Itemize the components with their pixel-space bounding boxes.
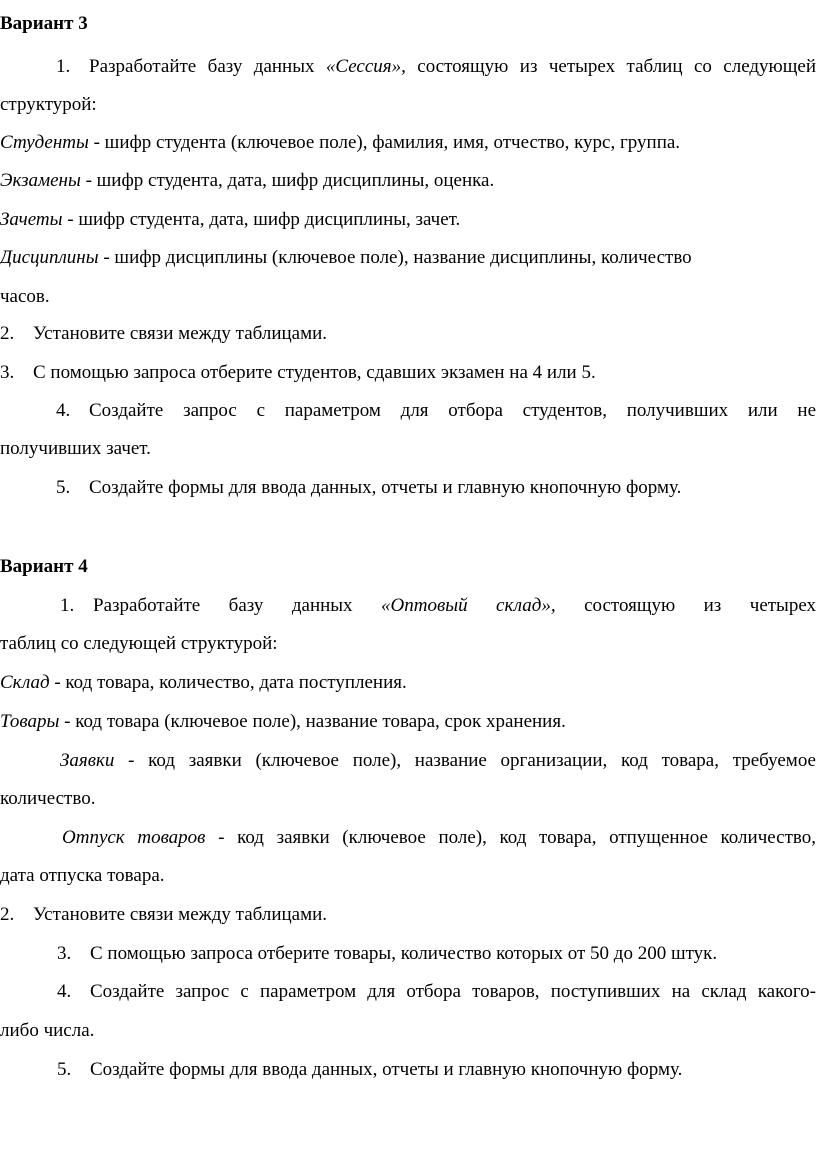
variant4-item1 — [0, 594, 816, 618]
list-number: 4. — [57, 981, 72, 1002]
list-text: Создайте формы для ввода данных, отчеты и главную кнопочную форму. — [89, 477, 682, 498]
variant3-heading: Вариант 3 — [0, 13, 88, 34]
variant4-item2 — [0, 903, 327, 927]
list-text: Установите связи между таблицами. — [33, 323, 328, 344]
table-name: Зачеты — [0, 209, 63, 230]
variant4-db-name: «Оптовый склад», — [381, 595, 556, 616]
table-description: - шифр студента (ключевое поле), фамилия, имя, отчество, курс, группа. — [88, 132, 681, 153]
variant3-table-students — [0, 131, 680, 155]
list-text: С помощью запроса отберите студентов, сдавших экзамен на 4 или 5. — [33, 362, 596, 383]
variant4-item3 — [0, 942, 717, 966]
variant4-table-warehouse — [0, 671, 407, 695]
table-name: Студенты — [0, 132, 89, 153]
table-description: - шифр студента, дата, шифр дисциплины, зачет. — [62, 209, 461, 230]
table-description: - код товара, количество, дата поступления. — [49, 672, 407, 693]
variant3-item1-suffix: состоящую из четырех таблиц со следующей — [405, 56, 816, 77]
table-name: Отпуск товаров — [62, 827, 206, 848]
variant3-item1-prefix: Разработайте базу данных — [89, 56, 326, 77]
variant4-table-requests — [0, 749, 816, 773]
list-number: 5. — [57, 1059, 72, 1080]
variant4-item1-prefix: Разработайте базу данных — [93, 595, 382, 616]
table-name: Дисциплины — [0, 247, 99, 268]
variant3-item1 — [0, 55, 816, 79]
list-number: 2. — [0, 904, 15, 925]
variant3-item4-continuation: получивших зачет. — [0, 438, 151, 459]
list-text: Создайте запрос с параметром для отбора товаров, поступивших на склад какого- — [90, 981, 816, 1002]
variant3-item1-number: 1. — [56, 56, 71, 77]
table-name: Товары — [0, 711, 60, 732]
table-description: - код товара (ключевое поле), название товара, срок хранения. — [59, 711, 566, 732]
variant3-db-name: «Сессия», — [325, 56, 406, 77]
table-description: - шифр студента, дата, шифр дисциплины, оценка. — [80, 170, 495, 191]
table-description: - шифр дисциплины (ключевое поле), название дисциплины, количество — [98, 247, 692, 268]
table-name: Заявки — [60, 750, 115, 771]
list-number: 3. — [0, 362, 15, 383]
variant3-item1-continuation: структурой: — [0, 94, 97, 115]
variant3-table-credits — [0, 208, 460, 232]
variant4-table-requests-continuation: количество. — [0, 788, 96, 809]
variant4-item4-continuation: либо числа. — [0, 1020, 95, 1041]
variant3-item5 — [0, 476, 681, 500]
list-number: 2. — [0, 323, 15, 344]
variant3-item2 — [0, 322, 327, 346]
list-number: 4. — [56, 400, 71, 421]
variant4-item1-suffix: состоящую из четырех — [555, 595, 816, 616]
list-number: 5. — [56, 477, 71, 498]
variant3-item4 — [0, 399, 816, 423]
variant4-item1-number: 1. — [60, 595, 75, 616]
variant3-item3 — [0, 361, 596, 385]
variant3-table-disciplines — [0, 246, 692, 270]
variant4-table-goods-release-continuation: дата отпуска товара. — [0, 865, 165, 886]
list-text: Создайте формы для ввода данных, отчеты и главную кнопочную форму. — [90, 1059, 683, 1080]
list-text: Создайте запрос с параметром для отбора студентов, получивших или не — [89, 400, 816, 421]
list-text: С помощью запроса отберите товары, количество которых от 50 до 200 штук. — [90, 943, 718, 964]
variant4-table-goods-release — [0, 826, 816, 850]
list-text: Установите связи между таблицами. — [33, 904, 328, 925]
variant4-table-goods — [0, 710, 566, 734]
variant4-item1-continuation: таблиц со следующей структурой: — [0, 633, 278, 654]
variant4-item4 — [0, 980, 816, 1004]
table-description: - код заявки (ключевое поле), название организации, код товара, требуемое — [114, 750, 816, 771]
variant3-table-disciplines-continuation: часов. — [0, 286, 50, 307]
variant4-heading: Вариант 4 — [0, 556, 88, 577]
table-description: - код заявки (ключевое поле), код товара, отпущенное количество, — [205, 827, 816, 848]
variant3-table-exams — [0, 169, 494, 193]
list-number: 3. — [57, 943, 72, 964]
table-name: Склад — [0, 672, 50, 693]
variant4-item5 — [0, 1058, 682, 1082]
table-name: Экзамены — [0, 170, 81, 191]
